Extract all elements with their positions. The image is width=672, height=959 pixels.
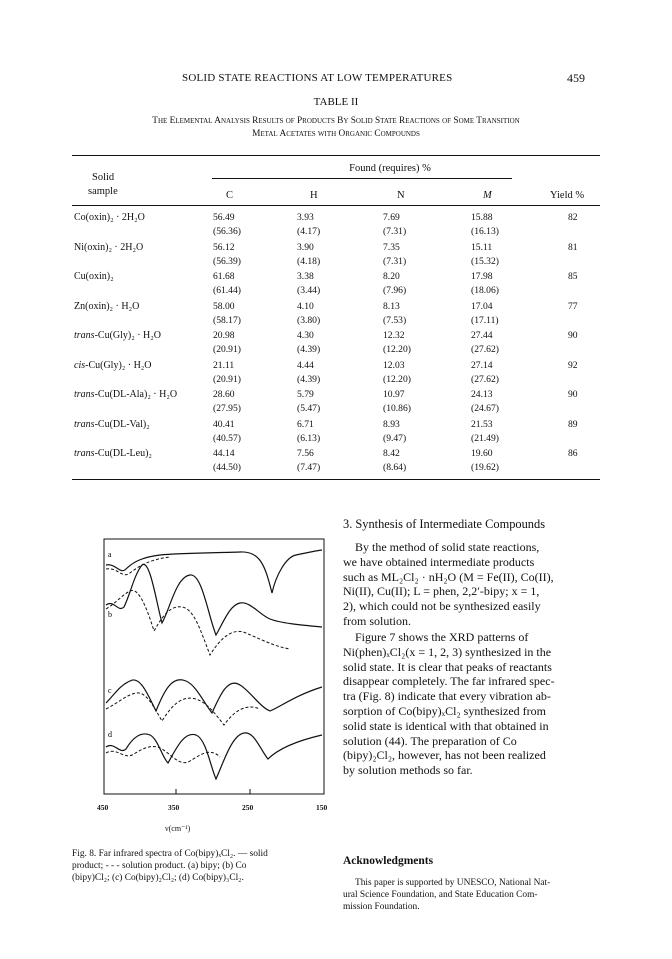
required-value: (4.39) — [297, 344, 321, 355]
cell-h — [297, 300, 320, 328]
x-axis-title: ν(cm⁻¹) — [165, 824, 191, 833]
cell-h — [297, 329, 320, 357]
cell-m — [471, 447, 499, 475]
cell-m — [471, 329, 499, 357]
sample-formula: -Cu(DL-Val)₂ — [94, 418, 150, 430]
yield-value: 90 — [568, 330, 578, 341]
cell-c — [213, 447, 241, 475]
found-header-rule — [212, 178, 512, 179]
x-tick-250: 250 — [242, 803, 254, 812]
paragraph-1-line-1: By the method of solid state reactions, — [355, 540, 540, 554]
curve-label-b: b — [108, 610, 112, 619]
spectrum-curve-b-solid — [106, 564, 322, 635]
paragraph-2-line-6: sorption of Co(bipy)ₓCl₂ synthesized from — [343, 703, 546, 718]
x-axis-tick-marks — [104, 789, 324, 794]
yield-value: 82 — [568, 212, 578, 223]
found-value: 8.13 — [383, 300, 400, 312]
spectrum-curve-c-dashed — [106, 693, 260, 725]
cell-n — [383, 359, 411, 387]
spectrum-curve-d-solid — [106, 733, 322, 779]
column-header-h: H — [310, 190, 318, 201]
required-value: (7.96) — [383, 285, 407, 296]
found-value: 5.79 — [297, 389, 314, 400]
cell-h — [297, 388, 320, 416]
found-value: 8.93 — [383, 418, 400, 430]
paragraph-2-line-4: disappear completely. The far infrared spec- — [343, 674, 555, 689]
required-value: (27.62) — [471, 344, 499, 355]
found-value: 3.90 — [297, 241, 314, 253]
sample-name — [74, 270, 114, 284]
required-value: (7.53) — [383, 314, 407, 326]
cell-h — [297, 447, 320, 475]
required-value: (27.62) — [471, 373, 499, 385]
sample-name — [74, 241, 143, 255]
sample-formula: Cu(oxin)₂ — [74, 271, 114, 282]
section-paragraph-2 — [343, 630, 603, 778]
required-value: (8.64) — [383, 462, 407, 473]
yield-value: 85 — [568, 271, 578, 282]
found-value: 3.93 — [297, 212, 314, 223]
spectrum-curve-c-solid — [106, 680, 322, 713]
found-value: 7.56 — [297, 448, 314, 459]
found-value: 10.97 — [383, 389, 405, 400]
sample-formula: Zn(oxin)₂ · H₂O — [74, 300, 140, 312]
required-value: (9.47) — [383, 432, 407, 444]
yield-value: 92 — [568, 359, 578, 371]
yield-value: 81 — [568, 241, 578, 253]
required-value: (3.80) — [297, 314, 321, 326]
yield-value: 89 — [568, 418, 578, 430]
found-value: 7.69 — [383, 212, 400, 223]
cell-c — [213, 300, 241, 328]
found-value: 19.60 — [471, 448, 493, 459]
yield-value: 77 — [568, 300, 578, 312]
table-header-rule — [72, 205, 600, 206]
cell-m — [471, 241, 499, 269]
yield-value: 86 — [568, 448, 578, 459]
found-value: 56.49 — [213, 212, 235, 223]
cell-c — [213, 388, 241, 416]
required-value: (24.67) — [471, 403, 499, 414]
cell-n — [383, 388, 411, 416]
cell-c — [213, 329, 241, 357]
found-value: 58.00 — [213, 300, 235, 312]
required-value: (20.91) — [213, 373, 241, 385]
found-value: 21.11 — [213, 359, 235, 371]
sample-name — [74, 418, 150, 432]
required-value: (4.17) — [297, 226, 321, 237]
found-value: 7.35 — [383, 241, 400, 253]
cell-n — [383, 300, 406, 328]
sample-name — [74, 359, 152, 373]
required-value: (61.44) — [213, 285, 241, 296]
acknowledgments-line-2: ural Science Foundation, and State Education Com- — [343, 890, 538, 900]
found-value: 15.11 — [471, 241, 493, 253]
required-value: (17.11) — [471, 314, 499, 326]
cell-c — [213, 270, 241, 298]
required-value: (18.06) — [471, 285, 499, 296]
paragraph-1-line-4: Ni(II), Cu(II); L = phen, 2,2′-bipy; x = 1, — [343, 584, 540, 599]
curve-label-c: c — [108, 686, 112, 695]
x-tick-350: 350 — [168, 803, 180, 812]
found-value: 4.44 — [297, 359, 314, 371]
paragraph-1-line-2: we have obtained intermediate products — [343, 554, 535, 569]
table-caption-line-2: Metal Acetates with Organic Compounds — [252, 129, 420, 139]
required-value: (15.32) — [471, 255, 499, 267]
cell-c — [213, 418, 241, 446]
found-value: 27.14 — [471, 359, 493, 371]
page-number: 459 — [567, 71, 585, 85]
sample-formula: -Cu(DL-Ala)₂ · H₂O — [94, 389, 178, 400]
found-value: 24.13 — [471, 389, 493, 400]
curve-label-a: a — [108, 550, 112, 559]
x-tick-450: 450 — [97, 803, 109, 812]
paragraph-2-line-2: Ni(phen)ₓCl₂(x = 1, 2, 3) synthesized in the — [343, 644, 552, 659]
cell-c — [213, 359, 241, 387]
required-value: (44.50) — [213, 462, 241, 473]
found-value: 27.44 — [471, 330, 493, 341]
column-header-c: C — [226, 190, 234, 201]
cell-h — [297, 241, 320, 269]
found-value: 21.53 — [471, 418, 493, 430]
column-header-m: M — [483, 190, 492, 201]
sample-name — [74, 300, 139, 314]
cell-m — [471, 300, 499, 328]
section-heading: 3. Synthesis of Intermediate Compounds — [343, 517, 546, 531]
cell-n — [383, 211, 406, 239]
required-value: (20.91) — [213, 344, 241, 355]
required-value: (40.57) — [213, 432, 241, 444]
required-value: (27.95) — [213, 403, 241, 414]
required-value: (10.86) — [383, 403, 411, 414]
table-caption-line-1: The Elemental Analysis Results of Products By Solid State Reactions of Some Transition — [152, 116, 520, 126]
required-value: (7.47) — [297, 462, 321, 473]
found-value: 44.14 — [213, 448, 235, 459]
acknowledgments-heading: Acknowledgments — [343, 855, 434, 867]
required-value: (4.39) — [297, 373, 321, 385]
found-value: 28.60 — [213, 389, 235, 400]
table-top-rule — [72, 155, 600, 156]
cell-n — [383, 270, 406, 298]
sample-formula: -Cu(DL-Leu)₂ — [94, 448, 152, 459]
yield-value: 90 — [568, 389, 578, 400]
sample-name — [74, 211, 145, 225]
cell-h — [297, 418, 320, 446]
paragraph-2-line-7: solid state is identical with that obtained in — [343, 718, 549, 733]
found-value: 17.98 — [471, 271, 493, 282]
found-value: 56.12 — [213, 241, 235, 253]
cell-n — [383, 329, 411, 357]
sample-formula: Co(oxin)₂ · 2H₂O — [74, 212, 145, 223]
solid-sample-header-line1: Solid — [92, 172, 115, 183]
acknowledgments-line-3: mission Foundation. — [343, 902, 420, 912]
cell-c — [213, 211, 241, 239]
sample-isomer-prefix: cis — [74, 359, 86, 371]
curve-label-d: d — [108, 730, 112, 739]
found-value: 3.38 — [297, 271, 314, 282]
found-value: 40.41 — [213, 418, 235, 430]
acknowledgments-line-1: This paper is supported by UNESCO, National Nat- — [355, 878, 551, 888]
paragraph-2-line-8: solution (44). The preparation of Co — [343, 733, 517, 748]
table-caption — [72, 115, 600, 141]
cell-h — [297, 270, 320, 298]
figure-caption-line-2: product; - - - solution product. (a) bipy; (b) Co — [72, 861, 247, 871]
cell-h — [297, 359, 320, 387]
cell-h — [297, 211, 320, 239]
required-value: (4.18) — [297, 255, 321, 267]
sample-name — [74, 447, 152, 461]
cell-c — [213, 241, 241, 269]
found-value: 4.30 — [297, 330, 314, 341]
cell-n — [383, 447, 406, 475]
found-value: 4.10 — [297, 300, 314, 312]
figure-caption — [72, 848, 330, 884]
sample-formula: -Cu(Gly)₂ · H₂O — [85, 359, 152, 371]
spectrum-curve-b-dashed — [106, 590, 290, 655]
required-value: (3.44) — [297, 285, 321, 296]
required-value: (5.47) — [297, 403, 321, 414]
required-value: (7.31) — [383, 255, 407, 267]
paragraph-2-line-1: Figure 7 shows the XRD patterns of — [355, 630, 529, 644]
figure-caption-line-3: (bipy)Cl₂; (c) Co(bipy)₂Cl₂; (d) Co(bipy)₃Cl₂. — [72, 873, 244, 883]
paragraph-1-line-3: such as ML₂Cl₂ · nH₂O (M = Fe(II), Co(II), — [343, 569, 554, 584]
paragraph-2-line-10: by solution methods so far. — [343, 763, 473, 778]
required-value: (6.13) — [297, 432, 321, 444]
required-value: (58.17) — [213, 314, 241, 326]
required-value: (56.39) — [213, 255, 241, 267]
found-value: 8.42 — [383, 448, 400, 459]
required-value: (56.36) — [213, 226, 241, 237]
found-value: 20.98 — [213, 330, 235, 341]
sample-isomer-prefix: trans — [74, 389, 95, 400]
column-header-yield: Yield % — [550, 190, 585, 201]
sample-name — [74, 388, 177, 402]
found-value: 6.71 — [297, 418, 314, 430]
found-value: 12.03 — [383, 359, 405, 371]
paragraph-2-line-5: tra (Fig. 8) indicate that every vibration ab- — [343, 689, 551, 704]
acknowledgments-body — [343, 877, 605, 913]
cell-n — [383, 418, 406, 446]
figure-caption-line-1: Fig. 8. Far infrared spectra of Co(bipy)ₓCl₂. — solid — [72, 849, 268, 859]
sample-isomer-prefix: trans — [74, 418, 95, 430]
cell-n — [383, 241, 406, 269]
figure-frame — [104, 539, 324, 794]
cell-m — [471, 418, 499, 446]
cell-m — [471, 388, 499, 416]
far-infrared-spectra-figure — [100, 535, 330, 805]
required-value: (12.20) — [383, 344, 411, 355]
x-tick-150: 150 — [316, 803, 328, 812]
required-value: (21.49) — [471, 432, 499, 444]
found-requires-header: Found (requires) % — [349, 163, 431, 174]
found-value: 15.88 — [471, 212, 493, 223]
table-label: TABLE II — [313, 96, 359, 108]
solid-sample-header-line2: sample — [88, 186, 118, 197]
found-value: 12.32 — [383, 330, 405, 341]
paragraph-2-line-3: solid state. It is clear that peaks of reactants — [343, 659, 552, 674]
cell-m — [471, 359, 499, 387]
required-value: (7.31) — [383, 226, 407, 237]
required-value: (19.62) — [471, 462, 499, 473]
required-value: (16.13) — [471, 226, 499, 237]
sample-formula: Ni(oxin)₂ · 2H₂O — [74, 241, 144, 253]
sample-isomer-prefix: trans — [74, 330, 95, 341]
cell-m — [471, 211, 499, 239]
paragraph-1-line-6: from solution. — [343, 613, 411, 628]
sample-name — [74, 329, 161, 343]
sample-isomer-prefix: trans — [74, 448, 95, 459]
found-value: 17.04 — [471, 300, 493, 312]
found-value: 8.20 — [383, 271, 400, 282]
found-value: 61.68 — [213, 271, 235, 282]
required-value: (12.20) — [383, 373, 411, 385]
paragraph-1-line-5: 2), which could not be synthesized easily — [343, 599, 541, 614]
table-bottom-rule — [72, 479, 600, 480]
column-header-n: N — [397, 190, 405, 201]
paragraph-2-line-9: (bipy)₂Cl₂, however, has not been realized — [343, 748, 546, 763]
sample-formula: -Cu(Gly)₂ · H₂O — [94, 330, 161, 341]
section-paragraph-1 — [343, 540, 603, 629]
cell-m — [471, 270, 499, 298]
running-head: SOLID STATE REACTIONS AT LOW TEMPERATURES — [182, 72, 453, 84]
